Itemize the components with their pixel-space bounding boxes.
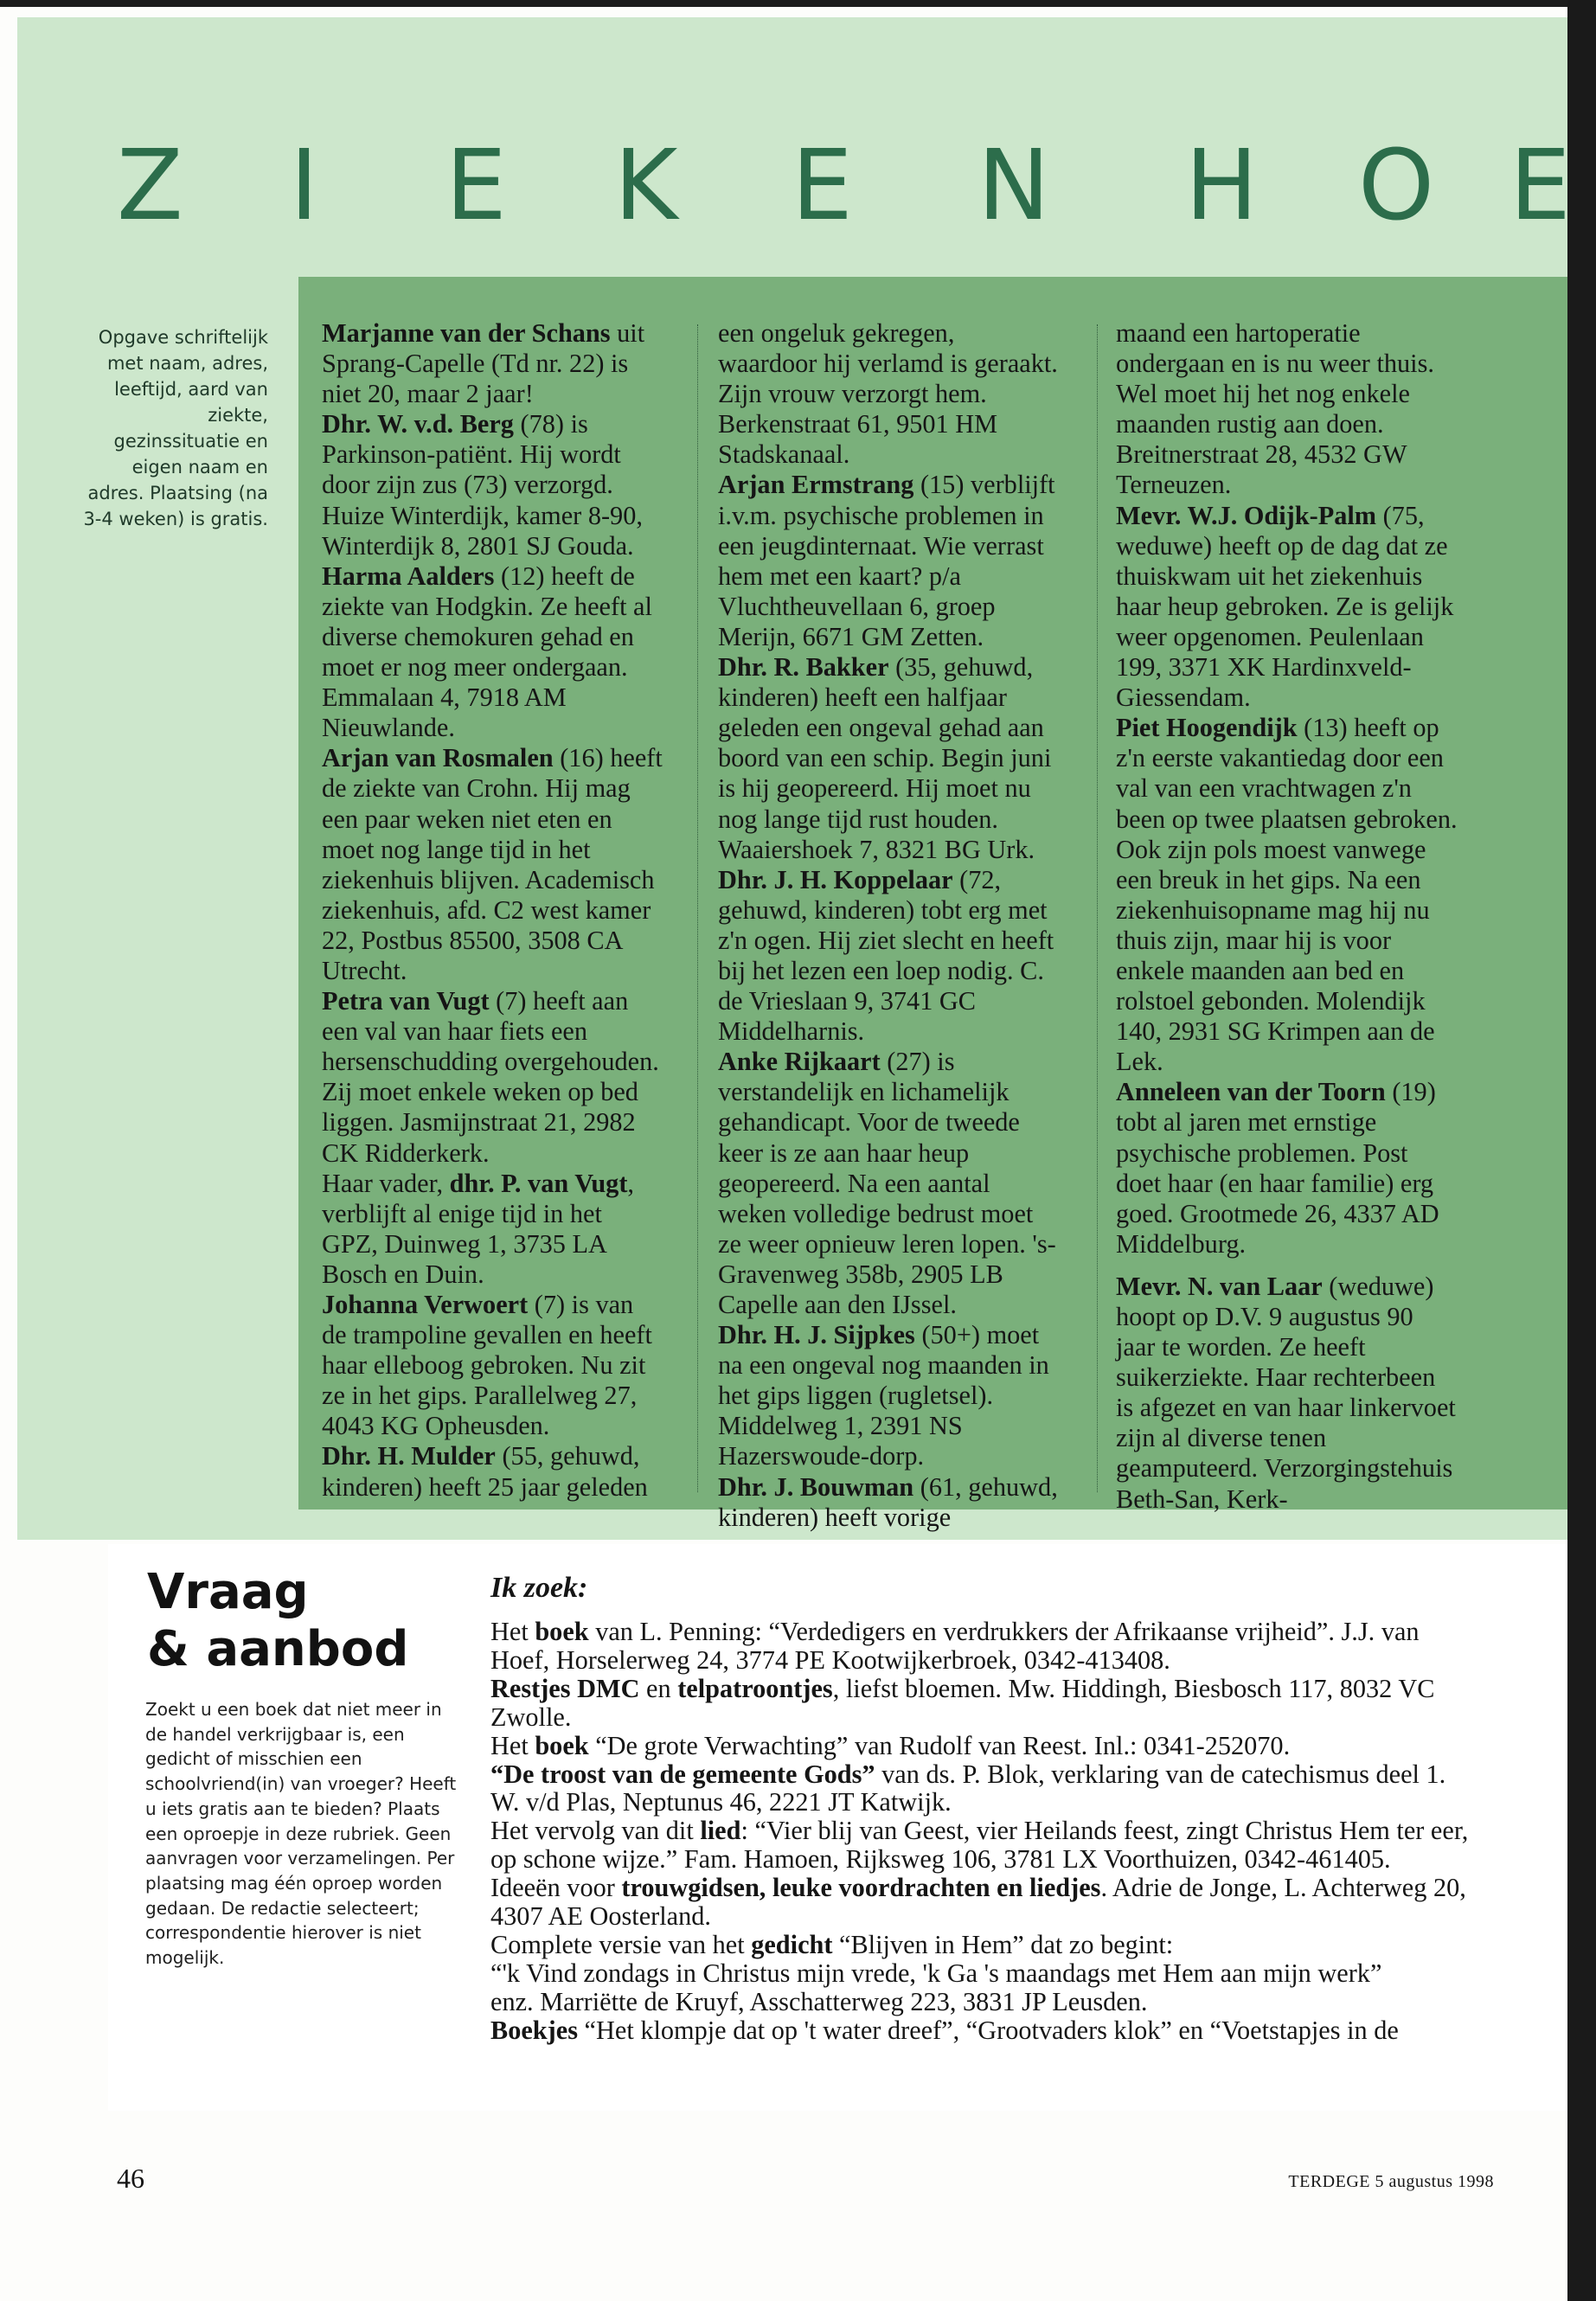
entry-text: (55, gehuwd, kinderen) heeft 25 jaar geleden [322,1441,648,1502]
person-name: Dhr. W. v.d. Berg [322,409,514,439]
banner-letter-8: O [1358,130,1435,242]
listing-entry [322,986,663,1169]
wanted-item: Het vervolg van dit lied: “Vier blij van Geest, vier Heilands feest, zingt Christus Hem ter eer, op schone wijze.” Fam. Hamoen, Rijksweg 106, 3781 LX Voorthuizen, 0342-461405. [490,1816,1469,1875]
person-name: Harma Aalders [322,561,495,591]
banner-letter-1: Z [117,130,183,242]
vraag-aanbod-intro: Zoekt u een boek dat niet meer in de handel verkrijgbaar is, een gedicht of misschien een schoolvriend(in) van vroeger? Heeft u iets gratis aan te bieden? Plaats een oproepje in deze rubriek. Geen aanvragen voor verzamelingen. Per plaatsing mag één oproep worden gedaan. De redactie selecteert; correspondentie hierover is niet mogelijk. [145,1699,457,1969]
entry-text: uit Sprang-Capelle (Td nr. 22) is niet 20, maar 2 jaar! [322,318,645,409]
entry-text: (27) is verstandelijk en lichamelijk gehandicapt. Voor de tweede keer is ze aan haar heup geopereerd. Na een aantal weken volledige bedrust moet ze weer opnieuw leren lopen. 's-Gravenweg 358b, 2905 LB Capelle aan den IJssel. [718,1047,1056,1319]
page-number: 46 [117,2163,144,2194]
listing-entry [718,470,1060,652]
banner-letter-6: N [977,130,1050,242]
entry-text: (12) heeft de ziekte van Hodgkin. Ze heeft al diverse chemokuren gehad en moet er nog meer ondergaan. Emmalaan 4, 7918 AM Nieuwlande. [322,561,652,743]
person-name: Mevr. N. van Laar [1116,1271,1323,1301]
listing-entry [718,865,1060,1048]
wanted-item: Het boek van L. Penning: “Verdedigers en verdrukkers der Afrikaanse vrijheid”. J.J. van Hoef, Horselerweg 24, 3774 PE Kootwijkerbroek, 0342-413408. [490,1617,1420,1675]
column-divider [1097,324,1098,1492]
column-divider [697,324,698,1492]
listing-entry [1116,1272,1458,1515]
right-edge-border [1567,0,1596,2301]
listing-entry [718,652,1060,865]
entry-text: , verblijft al enige tijd in het GPZ, Duinweg 1, 3735 LA Bosch en Duin. [322,1168,634,1289]
entry-text: (35, gehuwd, kinderen) heeft een halfjaar geleden een ongeval gehad aan boord van een schip. Begin juni is hij geopereerd. Hij moet nu nog lange tijd rust houden. Waaiershoek 7, 8321 BG Urk. [718,652,1052,864]
person-name: Marjanne van der Schans [322,318,611,348]
entry-text: (78) is Parkinson-patiënt. Hij wordt door zijn zus (73) verzorgd. Huize Winterdijk, kamer 8-90, Winterdijk 8, 2801 SJ Gouda. [322,409,643,561]
listing-entry [1116,501,1458,714]
wanted-item: Ideeën voor trouwgidsen, leuke voordrachten en liedjes. Adrie de Jonge, L. Achterweg 20, 4307 AE Oosterland. [490,1873,1466,1932]
issue-line: TERDEGE 5 augustus 1998 [1288,2172,1494,2191]
wanted-item: Complete versie van het gedicht “Blijven in Hem” dat zo begint: “'k Vind zondags in Christus mijn vrede, 'k Ga 's maandags met Hem aan mijn werk” enz. Marriëtte de Kruyf, Asschatterweg 223, 3831 JP Leusden. [490,1929,1382,2016]
listing-entry [322,743,663,986]
person-name: Arjan Ermstrang [718,470,914,500]
entry-text: (19) tobt al jaren met ernstige psychische problemen. Post doet haar (en haar familie) erg goed. Grootmede 26, 4337 AD Middelburg. [1116,1077,1439,1259]
listing-entry [718,318,1060,470]
banner-letter-7: H [1185,130,1259,242]
wanted-item: “De troost van de gemeente Gods” van ds. P. Blok, verklaring van de catechismus deel 1. W. v/d Plas, Neptunus 46, 2221 JT Katwijk. [490,1759,1446,1817]
person-name: Piet Hoogendijk [1116,713,1298,743]
entry-text: (7) is van de trampoline gevallen en heeft haar elleboog gebroken. Nu zit ze in het gips. Parallelweg 27, 4043 KG Opheusden. [322,1290,652,1441]
listings-column-1 [322,318,663,1503]
vraag-aanbod-title: Vraag & aanbod [147,1564,409,1677]
entry-text: (50+) moet na een ongeval nog maanden in het gips liggen (rugletsel). Middelweg 1, 2391 NS Hazerswoude-dorp. [718,1320,1049,1471]
person-name: Arjan van Rosmalen [322,743,554,773]
listings-column-3 [1116,318,1458,1515]
person-name: Johanna Verwoert [322,1290,529,1319]
person-name: Dhr. H. J. Sijpkes [718,1320,915,1350]
top-border [0,0,1596,7]
entry-text: (72, gehuwd, kinderen) tobt erg met z'n ogen. Hij ziet slecht en heeft bij het lezen een loep nodig. C. de Vrieslaan 9, 3741 GC Middelharnis. [718,864,1054,1047]
banner-letter-5: E [792,130,853,242]
person-name: Mevr. W.J. Odijk-Palm [1116,500,1377,530]
banner-letter-9: E [1509,130,1571,242]
ik-zoek-heading: Ik zoek: [490,1572,588,1604]
listing-entry [322,1441,663,1502]
listings-column-2 [718,318,1060,1533]
listing-entry [322,1290,663,1441]
listing-entry [322,409,663,561]
banner-letter-4: K [614,130,678,242]
person-name: Dhr. J. H. Koppelaar [718,864,953,894]
entry-text: (75, weduwe) heeft op de dag dat ze thuiskwam uit het ziekenhuis haar heup gebroken. Ze is gelijk weer opgenomen. Peulenlaan 199, 3371 XK Hardinxveld-Giessendam. [1116,500,1454,713]
entry-text: (15) verblijft i.v.m. psychische problemen in een jeugdinternaat. Wie verrast hem met een kaart? p/a Vluchtheuvellaan 6, groep Merijn, 6671 GM Zetten. [718,470,1055,651]
listing-entry [1116,1077,1458,1259]
listing-entry [1116,318,1458,501]
entry-text: (7) heeft aan een val van haar fiets een hersenschudding overgehouden. Zij moet enkele weken op bed liggen. Jasmijnstraat 21, 2982 CK Ridderkerk. [322,986,659,1168]
wanted-item: Boekjes “Het klompje dat op 't water dreef”, “Grootvaders klok” en “Voetstapjes in de [490,2015,1399,2045]
wanted-item: Het boek “De grote Verwachting” van Rudolf van Reest. Inl.: 0341-252070. [490,1730,1291,1760]
person-name: Petra van Vugt [322,986,490,1016]
banner-letter-2: I [290,130,319,242]
person-name: Anneleen van der Toorn [1116,1077,1386,1107]
listing-entry [322,561,663,744]
person-name: Dhr. R. Bakker [718,652,889,683]
person-name: Dhr. J. Bouwman [718,1471,914,1502]
listing-entry [1116,713,1458,1077]
submission-instructions: Opgave schriftelijk met naam, adres, leeftijd, aard van ziekte, gezinssituatie en eigen naam en adres. Plaatsing (na 3-4 weken) is gratis. [83,327,268,529]
entry-text: een ongeluk gekregen, waardoor hij verlamd is geraakt. Zijn vrouw verzorgt hem. Berkenstraat 61, 9501 HM Stadskanaal. [718,318,1058,470]
person-name: dhr. P. van Vugt [449,1168,628,1198]
entry-text: Haar vader, [322,1168,444,1198]
listing-entry [322,1169,663,1290]
person-name: Anke Rijkaart [718,1047,881,1077]
wanted-item: Restjes DMC en telpatroontjes, liefst bloemen. Mw. Hiddingh, Biesbosch 117, 8032 VC Zwolle. [490,1673,1435,1732]
person-name: Dhr. H. Mulder [322,1441,496,1471]
listing-entry [718,1320,1060,1471]
listing-entry [718,1047,1060,1320]
entry-text: (61, gehuwd, kinderen) heeft vorige [718,1471,1058,1532]
listing-entry [718,1472,1060,1533]
entry-text: maand een hartoperatie ondergaan en is nu weer thuis. Wel moet hij het nog enkele maanden rustig aan doen. Breitnerstraat 28, 4532 GW Terneuzen. [1116,318,1434,500]
wanted-items-list [490,1618,1477,2045]
listing-entry [322,318,663,409]
banner-letter-3: E [445,130,507,242]
entry-text: (weduwe) hoopt op D.V. 9 augustus 90 jaar te worden. Ze heeft suikerziekte. Haar rechterbeen is afgezet en van haar linkervoet zijn al diverse tenen geamputeerd. Verzorgingstehuis Beth-San, Kerk- [1116,1271,1456,1514]
entry-text: (16) heeft de ziekte van Crohn. Hij mag een paar weken niet eten en moet nog lange tijd in het ziekenhuis blijven. Academisch ziekenhuis, afd. C2 west kamer 22, Postbus 85500, 3508 CA Utrecht. [322,743,663,985]
entry-text: (13) heeft op z'n eerste vakantiedag door een val van een vrachtwagen z'n been op twee plaatsen gebroken. Ook zijn pols moest vanwege een breuk in het gips. Na een ziekenhuisopname mag hij nu thuis zijn, maar hij is voor enkele maanden aan bed en rolstoel gebonden. Molendijk 140, 2931 SG Krimpen aan de Lek. [1116,713,1458,1077]
section-banner [17,108,1571,264]
